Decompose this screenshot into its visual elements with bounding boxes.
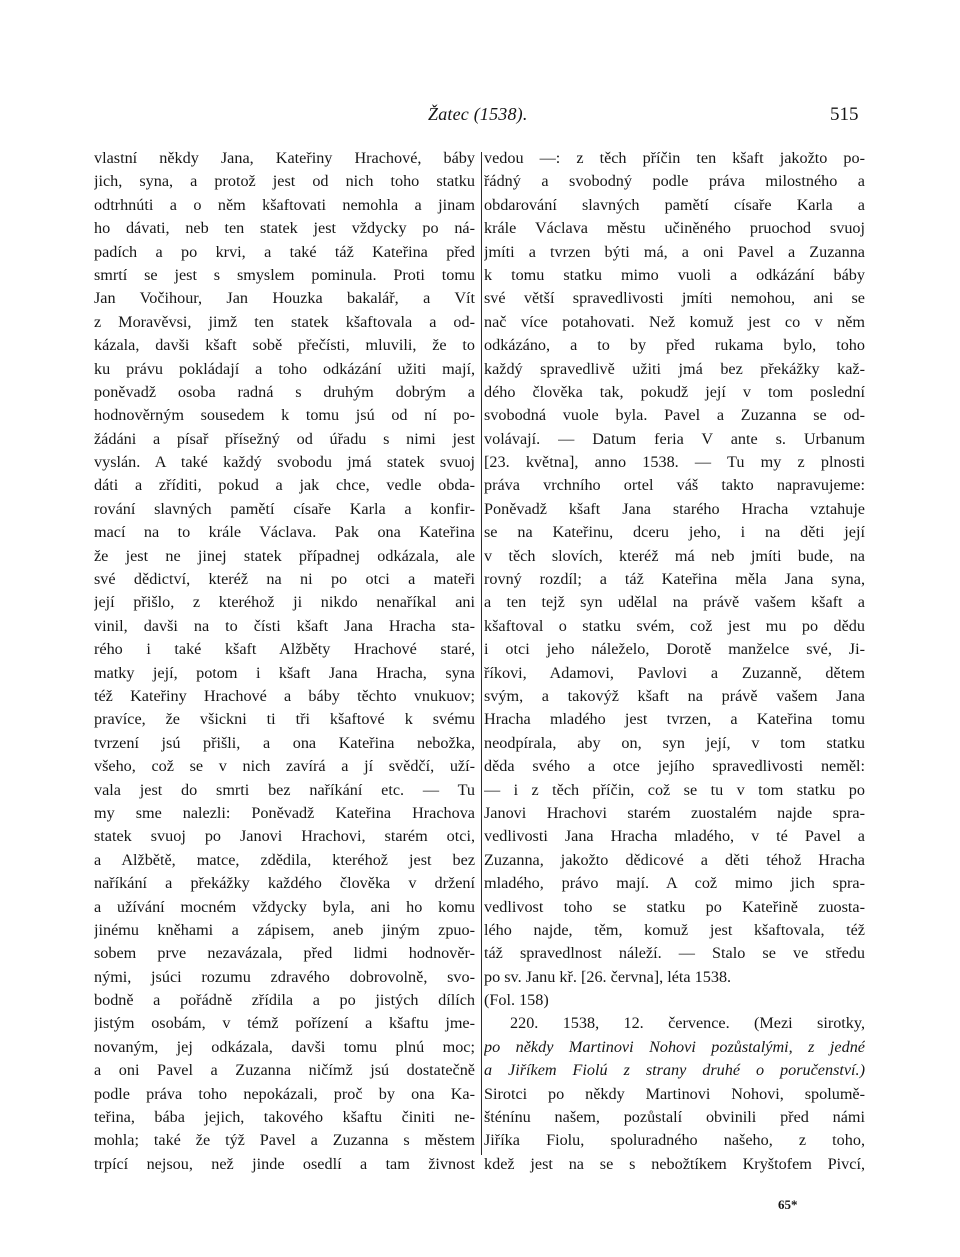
- text-line: a ten tejž syn udělal na právě vašem kšaft a: [484, 593, 865, 612]
- text-line: své dědictví, kteréž na ni po otci a mateři: [94, 570, 475, 589]
- text-line: Hracha mladého jest tvrzen, a Kateřina tomu: [484, 710, 865, 729]
- text-line: vedou —: z těch příčin ten kšaft jakožto po-: [484, 149, 865, 167]
- text-line: — i z těch příčin, což se tu v tom statku po: [484, 780, 865, 799]
- page-number: 515: [830, 104, 859, 125]
- left-column: [94, 147, 475, 1176]
- text-line: vedlivost toho se statku po Kateřině zuosta-: [484, 897, 865, 916]
- text-line: svým, a takovýž kšaft na právě vašem Jana: [484, 686, 865, 705]
- text-line: po sv. Janu kř. [26. června], léta 1538.: [484, 967, 732, 986]
- text-line: Sirotci po někdy Martinovi Nohovi, spolumě-: [484, 1084, 865, 1103]
- text-line: mohla; také že týž Pavel a Zuzanna s městem: [94, 1131, 475, 1150]
- text-line: krále Václava městu učiněného pruochod svuoj: [484, 219, 865, 238]
- text-line: práva vrchního ortel váš takto napravujeme:: [484, 476, 865, 495]
- text-line: ku právu pokládají a toho odkázání užiti mají,: [94, 359, 475, 378]
- text-line: vinil, davši na to čísti kšaft Jana Hracha sta-: [94, 616, 475, 635]
- column-divider: [481, 152, 482, 1155]
- text-line: jich, syna, a protož jest od nich toho statku: [94, 172, 475, 191]
- text-line: děda svého a otce jejího spravedlivosti neměl:: [484, 757, 865, 776]
- text-line: i otci jeho náleželo, Dorotě manželce své, Ji-: [484, 640, 865, 659]
- text-line: z Moravěvsi, jimž ten statek kšaftovala a od-: [94, 312, 475, 331]
- text-line: trpící nejsou, než jinde osedlí a tam živnost: [94, 1154, 475, 1173]
- text-line: nými, jsúci rozumu zdravého dobrovolně, svo-: [94, 967, 475, 986]
- text-line: bodně a pořádně zřídila a po jistých dílích: [94, 991, 475, 1010]
- text-line: ho dávati, neb ten statek jest vždycky po ná-: [94, 219, 475, 238]
- text-line: vlastní někdy Jana, Kateřiny Hrachové, báby: [94, 149, 475, 167]
- text-line: dého člověka tak, pokudž její v tom poslední: [484, 382, 865, 401]
- text-line: Jiříka Fiolu, spoluradného našeho, z toho,: [484, 1131, 865, 1150]
- text-line: volávají. — Datum feria V ante s. Urbanum: [484, 429, 865, 448]
- text-line: Poněvadž kšaft Jana starého Hracha vztahuje: [484, 499, 865, 518]
- text-line: žádáni a písař přísežný od úřadu s nimi jest: [94, 429, 475, 448]
- text-line: svobodná vuole byla. Pavel a Zuzanna se od-: [484, 406, 865, 425]
- text-line: novaným, jej odkázala, davši tomu plnú moc;: [94, 1037, 475, 1056]
- text-line: vedlivosti Jana Hracha mladého, v té Pavel a: [484, 827, 865, 846]
- text-line: rování slavných pamětí císaře Karla a konfir-: [94, 499, 475, 518]
- text-line: tvrzení jsú přišli, a ona Kateřina nebožka,: [94, 733, 475, 752]
- text-line: neodpírala, aby on, syn její, v tom statku: [484, 733, 865, 752]
- entry-heading-line: a Jiříkem Fiolú z strany druhé o poručenství.): [484, 1061, 865, 1080]
- text-line: říkovi, Adamovi, Pavlovi a Zuzanně, dětem: [484, 663, 865, 682]
- text-line: a Alžbětě, matce, zdědila, kteréhož jest bez: [94, 850, 475, 869]
- text-line: teřina, bába jejich, takového kšaftu činiti ne-: [94, 1108, 475, 1127]
- text-line: a oni Pavel a Zuzanna ničímž jsú dostatečně: [94, 1061, 475, 1080]
- text-line: matky její, potom i kšaft Jana Hracha, syna: [94, 663, 475, 682]
- text-line: odtrhnúti a o něm kšaftovati nemohla a jinam: [94, 195, 475, 214]
- text-line: kšaftoval o statku svém, což jest mu po dědu: [484, 616, 865, 635]
- printer-signature-mark: 65*: [778, 1197, 798, 1212]
- text-line: Zuzanna, jakožto dědicové a děti téhož Hracha: [484, 850, 865, 869]
- text-line: se na Kateřinu, dceru jeho, i na děti její: [484, 523, 865, 542]
- text-line: že jest ne jinej statek případnej odkázala, ale: [94, 546, 475, 565]
- text-line: hodnověrným sousedem k tomu jsú od ní po-: [94, 406, 475, 425]
- text-line: vyslán. A také každý svobodu jmá statek svuoj: [94, 453, 475, 472]
- text-line: padích a po krvi, a také táž Kateřina před: [94, 242, 475, 261]
- text-line: k tomu statku mimo vuoli a odkázání báby: [484, 265, 865, 284]
- running-title: Žatec (1538).: [428, 104, 528, 124]
- text-line: poněvadž osoba radná s druhým dobrým a: [94, 382, 475, 401]
- text-line: statek svuoj po Janovi Hrachovi, starém otci,: [94, 827, 475, 846]
- text-line: Jan Vočihour, Jan Houzka bakalář, a Vít: [94, 289, 475, 308]
- text-line: též Kateřiny Hrachové a báby těchto vnukuov;: [94, 686, 475, 705]
- text-line: a užívání mocném vždycky byla, ani ho komu: [94, 897, 475, 916]
- right-column: [484, 147, 865, 1176]
- text-line: její přišlo, z kteréhož ji nikdo nenaříkal ani: [94, 593, 475, 612]
- text-line: šténínu našem, pozůstalí obvinili před námi: [484, 1108, 865, 1127]
- text-line: sobem prve nezavázala, před lidmi hodnověr-: [94, 944, 475, 963]
- running-head: [0, 104, 960, 134]
- text-line: kázala, davši kšaft sobě přečísti, mluvili, že to: [94, 336, 475, 355]
- text-line: jmíti a tvrzen býti má, a oni Pavel a Zuzanna: [484, 242, 865, 261]
- text-line: naříkání a překážky každého člověka v držení: [94, 874, 475, 893]
- folio-reference: (Fol. 158): [484, 991, 549, 1010]
- text-line: my sme nalezli: Poněvadž Kateřina Hrachova: [94, 803, 475, 822]
- text-line: lého najde, těm, komuž jest kšaftovala, též: [484, 920, 865, 939]
- text-line: každý spravedlivě užiti jmá bez překážky kaž-: [484, 359, 865, 378]
- text-line: odkázáno, a to by před rukama bylo, toho: [484, 336, 865, 355]
- text-line: rého i také kšaft Alžběty Hrachové staré,: [94, 640, 475, 659]
- text-line: vala jest do smrti bez naříkání etc. — Tu: [94, 780, 475, 799]
- text-line: jinému kněhami a zápisem, aneb jiným zpuo-: [94, 920, 475, 939]
- text-line: podle práva toho nepokázali, proč by ona Ka-: [94, 1084, 475, 1103]
- text-line: mací na to krále Václava. Pak ona Kateřina: [94, 523, 475, 542]
- text-line: kdež jest na se s nebožtíkem Kryštofem Pivcí,: [484, 1154, 865, 1173]
- text-line: jistým osobám, v témž pořízení a kšaftu jme-: [94, 1014, 475, 1033]
- text-line: řádný a svobodný podle práva milostného a: [484, 172, 865, 191]
- text-line: obdarování slavných pamětí císaře Karla a: [484, 195, 865, 214]
- text-line: dáti a zříditi, pokud a jak chce, vedle obda-: [94, 476, 475, 495]
- entry-heading-line: 220. 1538, 12. července. (Mezi sirotky,: [510, 1014, 865, 1033]
- text-line: mladého, právo mají. A což mimo jich spra-: [484, 874, 865, 893]
- text-line: rovný rozdíl; a táž Kateřina měla Jana syna,: [484, 570, 865, 589]
- text-line: táž spravedlnost náleží. — Stalo se ve středu: [484, 944, 865, 963]
- entry-heading-line: po někdy Martinovi Nohovi pozůstalými, z jedné: [484, 1037, 865, 1056]
- text-line: pravíce, že všickni ti tři kšaftové k svému: [94, 710, 475, 729]
- text-line: v těch slovích, kteréž má neb jmíti bude, na: [484, 546, 865, 565]
- text-line: Janovi Hrachovi starém zuostalém najde spra-: [484, 803, 865, 822]
- text-line: své větší spravedlivosti jmíti nemohou, ani se: [484, 289, 865, 308]
- text-line: [23. května], anno 1538. — Tu my z plnosti: [484, 453, 865, 472]
- text-line: smrtí se jest s smyslem pominula. Proti tomu: [94, 265, 475, 284]
- text-line: nač více potahovati. Než komuž jest co v něm: [484, 312, 865, 331]
- text-line: všeho, což se v nich zavírá a jí svědčí, uží-: [94, 757, 475, 776]
